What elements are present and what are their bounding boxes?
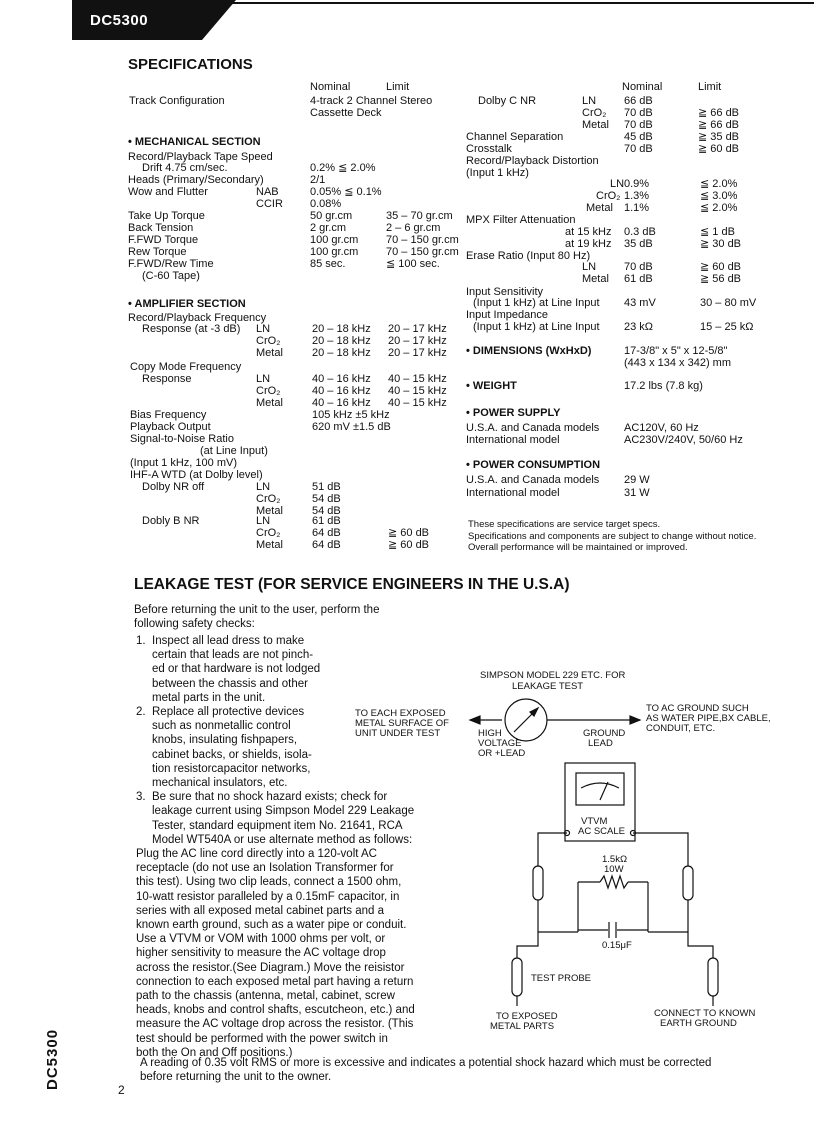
spec-note: Specifications and components are subject to change without notice. — [468, 530, 757, 542]
spec-text: 2 – 6 gr.cm — [386, 222, 441, 234]
spec-text: 70 – 150 gr.cm — [386, 234, 459, 246]
spec-note: These specifications are service target specs. — [468, 519, 661, 530]
spec-text: CrO₂ — [582, 107, 607, 119]
spec-text: 61 dB — [624, 273, 653, 285]
spec-text: 40 – 16 kHz — [312, 397, 371, 409]
item-number: 2. — [136, 706, 146, 719]
diagram-label: GROUND — [583, 728, 626, 739]
spec-text: 70 dB — [624, 143, 653, 155]
spec-text: ≧ 60 dB — [388, 527, 430, 539]
diagram-label: TO AC GROUND SUCH — [646, 703, 749, 714]
spec-text: CrO₂ — [256, 493, 281, 505]
spec-text: Dolby C NR — [478, 95, 537, 107]
spec-text: (Input 1 kHz) at Line Input — [473, 297, 600, 309]
spec-text: U.S.A. and Canada models — [466, 422, 600, 434]
body-line: higher sensitivity to measure the AC voltage drop — [136, 947, 386, 960]
intro-line: Before returning the unit to the user, perform the — [134, 604, 380, 616]
item-line: leakage current using Simpson Model 229 Leakage — [152, 805, 415, 818]
spec-text: 54 dB — [312, 505, 341, 517]
section-heading: • WEIGHT — [466, 380, 517, 392]
spec-title: SPECIFICATIONS — [128, 56, 253, 73]
spec-note: Overall performance will be maintained or improved. — [468, 542, 688, 553]
spec-text: 17.2 lbs (7.8 kg) — [624, 380, 703, 392]
spec-text: 30 – 80 mV — [700, 297, 757, 309]
spec-text: Metal — [582, 119, 609, 131]
spec-text: 45 dB — [624, 131, 653, 143]
body-line: known earth ground, such as a water pipe or conduit. — [136, 919, 407, 932]
diagram-label: LEAD — [588, 738, 613, 749]
diagram-label: VTVM — [581, 816, 608, 827]
spec-text: ≦ 3.0% — [700, 190, 738, 202]
spec-text: ≧ 56 dB — [700, 273, 742, 285]
spec-text: 70 dB — [624, 261, 653, 273]
spec-text: Dolby NR off — [142, 481, 205, 493]
spec-text: 2/1 — [310, 174, 326, 186]
resistor-icon — [600, 876, 628, 888]
spec-text: LN — [610, 178, 625, 190]
spec-text: 0.3 dB — [624, 226, 656, 238]
body-line: receptacle (do not use an Isolation Transformer for — [136, 862, 394, 875]
spec-text: (443 x 134 x 342) mm — [624, 357, 731, 369]
body-line: series with all exposed metal cabinet parts and a — [136, 904, 385, 917]
spec-text: Response — [142, 373, 192, 385]
spec-text: ≧ 66 dB — [698, 107, 740, 119]
spec-text: ≧ 60 dB — [388, 539, 430, 551]
spec-text: at 19 kHz — [565, 238, 612, 250]
ground-probe-icon — [708, 958, 718, 996]
spec-text: at 15 kHz — [565, 226, 612, 238]
diagram-label: UNIT UNDER TEST — [355, 728, 441, 739]
spec-text: Metal — [586, 202, 613, 214]
spec-text: 70 – 150 gr.cm — [386, 246, 459, 258]
spec-text: 70 dB — [624, 119, 653, 131]
item-number: 1. — [136, 635, 146, 647]
spec-text: 40 – 15 kHz — [388, 385, 447, 397]
spec-text: F.FWD/Rew Time — [128, 258, 214, 270]
spec-text: Metal — [256, 505, 283, 517]
spec-text: 70 dB — [624, 107, 653, 119]
spec-text: CrO₂ — [256, 335, 281, 347]
spec-text: 1.1% — [624, 202, 650, 214]
spec-text: Record/Playback Tape Speed — [128, 151, 273, 163]
spec-text: ≧ 60 dB — [698, 143, 740, 155]
spec-text: 31 W — [624, 487, 650, 499]
spec-text: ≧ 60 dB — [700, 261, 742, 273]
spec-text: 20 – 18 kHz — [312, 335, 371, 347]
spec-text: IHF-A WTD (at Dolby level) — [130, 469, 263, 481]
spec-text: ≧ 30 dB — [700, 238, 742, 250]
vtvm-display — [576, 773, 624, 805]
spec-text: Nominal — [622, 81, 663, 93]
spec-text: Drift 4.75 cm/sec. — [142, 162, 228, 174]
item-line: between the chassis and other — [152, 677, 308, 690]
diagram-label: AC SCALE — [578, 826, 625, 837]
body-line: 10-watt resistor paralleled by a 0.15mF capacitor, in — [136, 890, 400, 903]
spec-text: 64 dB — [312, 539, 341, 551]
spec-text: Signal-to-Noise Ratio — [130, 433, 234, 445]
item-line: certain that leads are not pinch- — [152, 649, 314, 662]
spec-text: Nominal — [310, 81, 351, 93]
spec-text: 100 gr.cm — [310, 246, 359, 258]
spec-text: 20 – 17 kHz — [388, 347, 447, 359]
spec-text: 43 mV — [624, 297, 656, 309]
header-model: DC5300 — [90, 12, 149, 29]
diagram-label: AS WATER PIPE,BX CABLE, — [646, 713, 771, 724]
diagram-label: METAL PARTS — [490, 1021, 555, 1032]
section-heading: • AMPLIFIER SECTION — [128, 298, 246, 310]
spec-text: CCIR — [256, 198, 283, 210]
spec-text: 61 dB — [312, 515, 341, 527]
closing-line: A reading of 0.35 volt RMS or more is excessive and indicates a potential shock hazard which must be corrected — [140, 1057, 712, 1069]
section-heading: • MECHANICAL SECTION — [128, 136, 261, 148]
spec-text: 4-track 2 Channel Stereo — [310, 95, 433, 107]
spec-text: 64 dB — [312, 527, 341, 539]
spec-text: ≦ 2.0% — [700, 178, 738, 190]
spec-text: MPX Filter Attenuation — [466, 214, 576, 226]
test-probe-icon — [512, 958, 522, 996]
diagram-label: CONDUIT, ETC. — [646, 723, 716, 734]
spec-text: ≦ 2.0% — [700, 202, 738, 214]
spec-text: ≦ 1 dB — [700, 226, 735, 238]
spec-text: 40 – 15 kHz — [388, 373, 447, 385]
diagram-label: METAL SURFACE OF — [355, 718, 449, 729]
body-line: both the On and Off positions.) — [136, 1046, 293, 1059]
item-line: Model WT540A or use alternate method as follows: — [152, 833, 413, 846]
spec-text: CrO₂ — [256, 527, 281, 539]
spec-text: Metal — [582, 273, 609, 285]
spec-text: 0.2% ≦ 2.0% — [310, 162, 376, 174]
spec-text: Response (at -3 dB) — [142, 323, 241, 335]
diagram-label: HIGH — [478, 728, 502, 739]
spec-text: 20 – 17 kHz — [388, 323, 447, 335]
body-line: measure the AC voltage drop across the resistor. (This — [136, 1018, 414, 1031]
body-line: path to the chassis (antenna, metal, cabinet, screw — [136, 990, 395, 1003]
spec-text: ≦ 100 sec. — [386, 258, 440, 270]
spec-text: Input Sensitivity — [466, 286, 544, 298]
diagram-label: CONNECT TO KNOWN — [654, 1008, 756, 1019]
spec-text: LN — [256, 515, 271, 527]
spec-text: Metal — [256, 347, 283, 359]
spec-text: Crosstalk — [466, 143, 512, 155]
spec-text: 51 dB — [312, 481, 341, 493]
spec-text: Wow and Flutter — [128, 186, 208, 198]
body-line: heads, knobs and control shafts, escutcheon, etc.) and — [136, 1004, 415, 1017]
spec-text: LN — [256, 481, 271, 493]
item-line: mechanical insulators, etc. — [152, 777, 288, 790]
spec-text: 20 – 18 kHz — [312, 347, 371, 359]
spec-text: LN — [256, 373, 271, 385]
spec-text: 0.05% ≦ 0.1% — [310, 186, 382, 198]
spec-text: 66 dB — [624, 95, 653, 107]
spec-text: 20 – 18 kHz — [312, 323, 371, 335]
item-line: such as nonmetallic control — [152, 720, 291, 733]
spec-text: (at Line Input) — [200, 445, 268, 457]
spec-text: Record/Playback Frequency — [128, 312, 267, 324]
spec-text: 17-3/8" x 5" x 12-5/8" — [624, 345, 728, 357]
body-line: test should be performed with the power switch in — [136, 1032, 388, 1045]
spec-text: 100 gr.cm — [310, 234, 359, 246]
diagram-label: VOLTAGE — [478, 738, 522, 749]
diagram-label: SIMPSON MODEL 229 ETC. FOR — [480, 670, 626, 681]
clip-lead-icon — [533, 866, 543, 900]
spec-text: 40 – 15 kHz — [388, 397, 447, 409]
spec-text: Record/Playback Distortion — [466, 155, 599, 167]
spec-text: LN — [256, 323, 271, 335]
spec-text: Copy Mode Frequency — [130, 361, 242, 373]
diagram-label: 10W — [604, 864, 624, 875]
diagram-label: TO EACH EXPOSED — [355, 708, 446, 719]
spec-text: International model — [466, 487, 560, 499]
spec-text: Track Configuration — [129, 95, 225, 107]
closing-line: before returning the unit to the owner. — [140, 1071, 332, 1084]
clip-lead-icon — [683, 866, 693, 900]
section-heading: • POWER SUPPLY — [466, 407, 561, 419]
spec-text: 620 mV ±1.5 dB — [312, 421, 391, 433]
spec-text: International model — [466, 434, 560, 446]
spec-text: AC120V, 60 Hz — [624, 422, 699, 434]
diagram-label: 0.15μF — [602, 940, 632, 951]
diagram-label: 1.5kΩ — [602, 854, 628, 865]
spec-text: Playback Output — [130, 421, 211, 433]
spec-text: F.FWD Torque — [128, 234, 199, 246]
spec-text: 15 – 25 kΩ — [700, 321, 754, 333]
spec-text: U.S.A. and Canada models — [466, 474, 600, 486]
item-line: metal parts in the unit. — [152, 691, 266, 704]
item-number: 3. — [136, 791, 146, 804]
item-line: ed or that hardware is not lodged — [152, 663, 321, 676]
item-line: Be sure that no shock hazard exists; check for — [152, 791, 388, 804]
spec-text: 29 W — [624, 474, 650, 486]
body-line: this test). Using two clip leads, connect a 1500 ohm, — [136, 876, 402, 889]
spec-text: Rew Torque — [128, 246, 187, 258]
item-line: knobs, insulating fishpapers, — [152, 734, 298, 747]
spec-text: (Input 1 kHz) — [466, 167, 529, 179]
item-line: Replace all protective devices — [152, 706, 305, 719]
item-line: cabinet backs, or shields, isola- — [152, 748, 312, 761]
spec-text: 54 dB — [312, 493, 341, 505]
spec-text: 1.3% — [624, 190, 650, 202]
spec-text: Limit — [698, 81, 722, 93]
diagram-label: EARTH GROUND — [660, 1018, 737, 1029]
page-number: 2 — [118, 1083, 125, 1097]
section-heading: • DIMENSIONS (WxHxD) — [466, 345, 592, 357]
body-line: connection to each exposed metal part having a return — [136, 975, 414, 988]
spec-text: 40 – 16 kHz — [312, 373, 371, 385]
spec-text: 35 – 70 gr.cm — [386, 210, 453, 222]
spec-text: 0.08% — [310, 198, 342, 210]
spec-text: 50 gr.cm — [310, 210, 353, 222]
spec-text: Input Impedance — [466, 309, 548, 321]
diagram-label: TO EXPOSED — [496, 1011, 558, 1022]
spec-text: (Input 1 kHz) at Line Input — [473, 321, 600, 333]
spec-text: 20 – 17 kHz — [388, 335, 447, 347]
spec-text: Back Tension — [128, 222, 194, 234]
side-model-label: DC5300 — [44, 1028, 61, 1090]
spec-text: 40 – 16 kHz — [312, 385, 371, 397]
spec-text: Erase Ratio (Input 80 Hz) — [466, 250, 591, 262]
spec-text: 23 kΩ — [624, 321, 654, 333]
spec-text: LN — [582, 95, 597, 107]
section-heading: • POWER CONSUMPTION — [466, 459, 601, 471]
spec-text: Heads (Primary/Secondary) — [128, 174, 264, 186]
item-line: tion resistorcapacitor networks, — [152, 762, 311, 775]
spec-text: Cassette Deck — [310, 107, 382, 119]
spec-text: Take Up Torque — [128, 210, 205, 222]
spec-text: 85 sec. — [310, 258, 346, 270]
spec-text: LN — [582, 261, 597, 273]
spec-text: 105 kHz ±5 kHz — [312, 409, 390, 421]
item-line: Tester, standard equipment item No. 21641, RCA — [152, 819, 403, 832]
item-line: Inspect all lead dress to make — [152, 635, 305, 647]
spec-text: 2 gr.cm — [310, 222, 347, 234]
spec-text: 35 dB — [624, 238, 653, 250]
spec-text: (Input 1 kHz, 100 mV) — [130, 457, 237, 469]
arrow-right-icon — [630, 716, 640, 724]
spec-text: CrO₂ — [596, 190, 621, 202]
body-line: across the resistor.(See Diagram.) Move the reisistor — [136, 961, 405, 974]
diagram-label: OR +LEAD — [478, 748, 526, 759]
diagram-label: TEST PROBE — [531, 973, 592, 984]
spec-text: Channel Separation — [466, 131, 564, 143]
spec-text: 0.9% — [624, 178, 650, 190]
spec-text: Metal — [256, 397, 283, 409]
arrow-left-icon — [470, 716, 480, 724]
spec-text: NAB — [256, 186, 279, 198]
spec-text: Dobly B NR — [142, 515, 200, 527]
intro-line: following safety checks: — [134, 618, 255, 631]
spec-text: AC230V/240V, 50/60 Hz — [624, 434, 743, 446]
spec-text: ≧ 66 dB — [698, 119, 740, 131]
spec-text: Bias Frequency — [130, 409, 207, 421]
spec-text: Metal — [256, 539, 283, 551]
body-line: Use a VTVM or VOM with 1000 ohms per volt, or — [136, 933, 386, 946]
body-line: Plug the AC line cord directly into a 120-volt AC — [136, 848, 377, 861]
leakage-title: LEAKAGE TEST (FOR SERVICE ENGINEERS IN THE U.S.A) — [134, 576, 570, 593]
spec-text: (C-60 Tape) — [142, 270, 200, 282]
spec-text: ≧ 35 dB — [698, 131, 740, 143]
spec-text: Limit — [386, 81, 410, 93]
spec-text: CrO₂ — [256, 385, 281, 397]
diagram-label: LEAKAGE TEST — [512, 681, 584, 692]
